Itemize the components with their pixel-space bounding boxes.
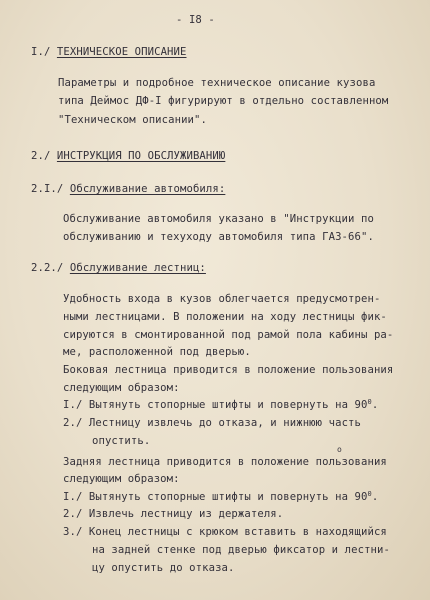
rear-item-4: на задней стенке под дверью фиксатор и лестни-: [92, 544, 390, 556]
rear-item-3-number: 3./: [63, 526, 83, 538]
side-item-2: [63, 417, 361, 429]
section-2-number: 2./: [31, 150, 51, 162]
section-2-2-heading: [31, 262, 206, 274]
rear-item-1-number: I./: [63, 491, 83, 503]
section-2-2-line-4: ме, расположенной под дверью.: [63, 346, 251, 358]
section-2-2-title: Обслуживание лестниц:: [69, 262, 206, 274]
rear-item-3-text: Конец лестницы с крюком вставить в находящийся: [88, 526, 387, 538]
section-2-heading: [31, 150, 225, 162]
rear-item-3: [63, 526, 387, 538]
section-1-line-2: типа Деймос ДФ-I фигурируют в отдельно составленном: [58, 95, 389, 107]
section-2-1-title: Обслуживание автомобиля:: [69, 183, 226, 195]
side-item-2-number: 2./: [63, 417, 83, 429]
section-2-title: ИНСТРУКЦИЯ ПО ОБСЛУЖИВАНИЮ: [56, 150, 226, 162]
rear-item-1: [63, 491, 378, 503]
section-2-2-line-1: Удобность входа в кузов облегчается предусмотрен-: [63, 293, 381, 305]
page-number: - I8 -: [176, 14, 215, 26]
rear-item-2-number: 2./: [63, 508, 83, 520]
section-1-number: I./: [31, 46, 51, 58]
rear-line-2: следующим образом:: [63, 473, 180, 485]
side-item-1-degree: 0: [367, 398, 372, 406]
rear-item-1-text: Вытянуть стопорные штифты и повернуть на 90: [88, 491, 368, 503]
side-item-3: опустить.: [92, 435, 151, 447]
side-item-1: [63, 399, 378, 411]
section-2-2-number: 2.2./: [31, 262, 64, 274]
side-item-1-text: Вытянуть стопорные штифты и повернуть на 90: [88, 399, 368, 411]
section-2-2-line-2: ными лестницами. В положении на ходу лестницы фик-: [63, 311, 387, 323]
section-1-title: ТЕХНИЧЕСКОЕ ОПИСАНИЕ: [56, 46, 187, 58]
section-2-1-line-1: Обслуживание автомобиля указано в "Инструкции по: [63, 213, 374, 225]
section-2-1-number: 2.I./: [31, 183, 64, 195]
section-1-line-3: "Техническом описании".: [58, 114, 207, 126]
rear-item-2-text: Извлечь лестницу из держателя.: [88, 508, 284, 520]
section-1-heading: [31, 46, 186, 58]
side-item-1-number: I./: [63, 399, 83, 411]
section-2-2-line-5: Боковая лестница приводится в положение пользования: [63, 364, 394, 376]
rear-item-1-degree: 0: [367, 490, 372, 498]
rear-item-5: цу опустить до отказа.: [92, 562, 235, 574]
section-2-1-line-2: обслуживанию и техуходу автомобиля типа ГАЗ-66".: [63, 231, 374, 243]
rear-item-2: [63, 508, 283, 520]
ink-mark-circle: o: [337, 445, 342, 454]
side-item-1-end: .: [371, 399, 379, 411]
section-2-2-line-6: следующим образом:: [63, 382, 180, 394]
section-2-2-line-3: сируются в смонтированной под рамой пола кабины ра-: [63, 329, 394, 341]
side-item-2-text: Лестницу извлечь до отказа, и нижнюю часть: [88, 417, 361, 429]
section-1-line-1: Параметры и подробное техническое описание кузова: [58, 77, 376, 89]
rear-line-1: Задняя лестница приводится в положение пользования: [63, 456, 387, 468]
section-2-1-heading: [31, 183, 225, 195]
rear-item-1-end: .: [371, 491, 379, 503]
